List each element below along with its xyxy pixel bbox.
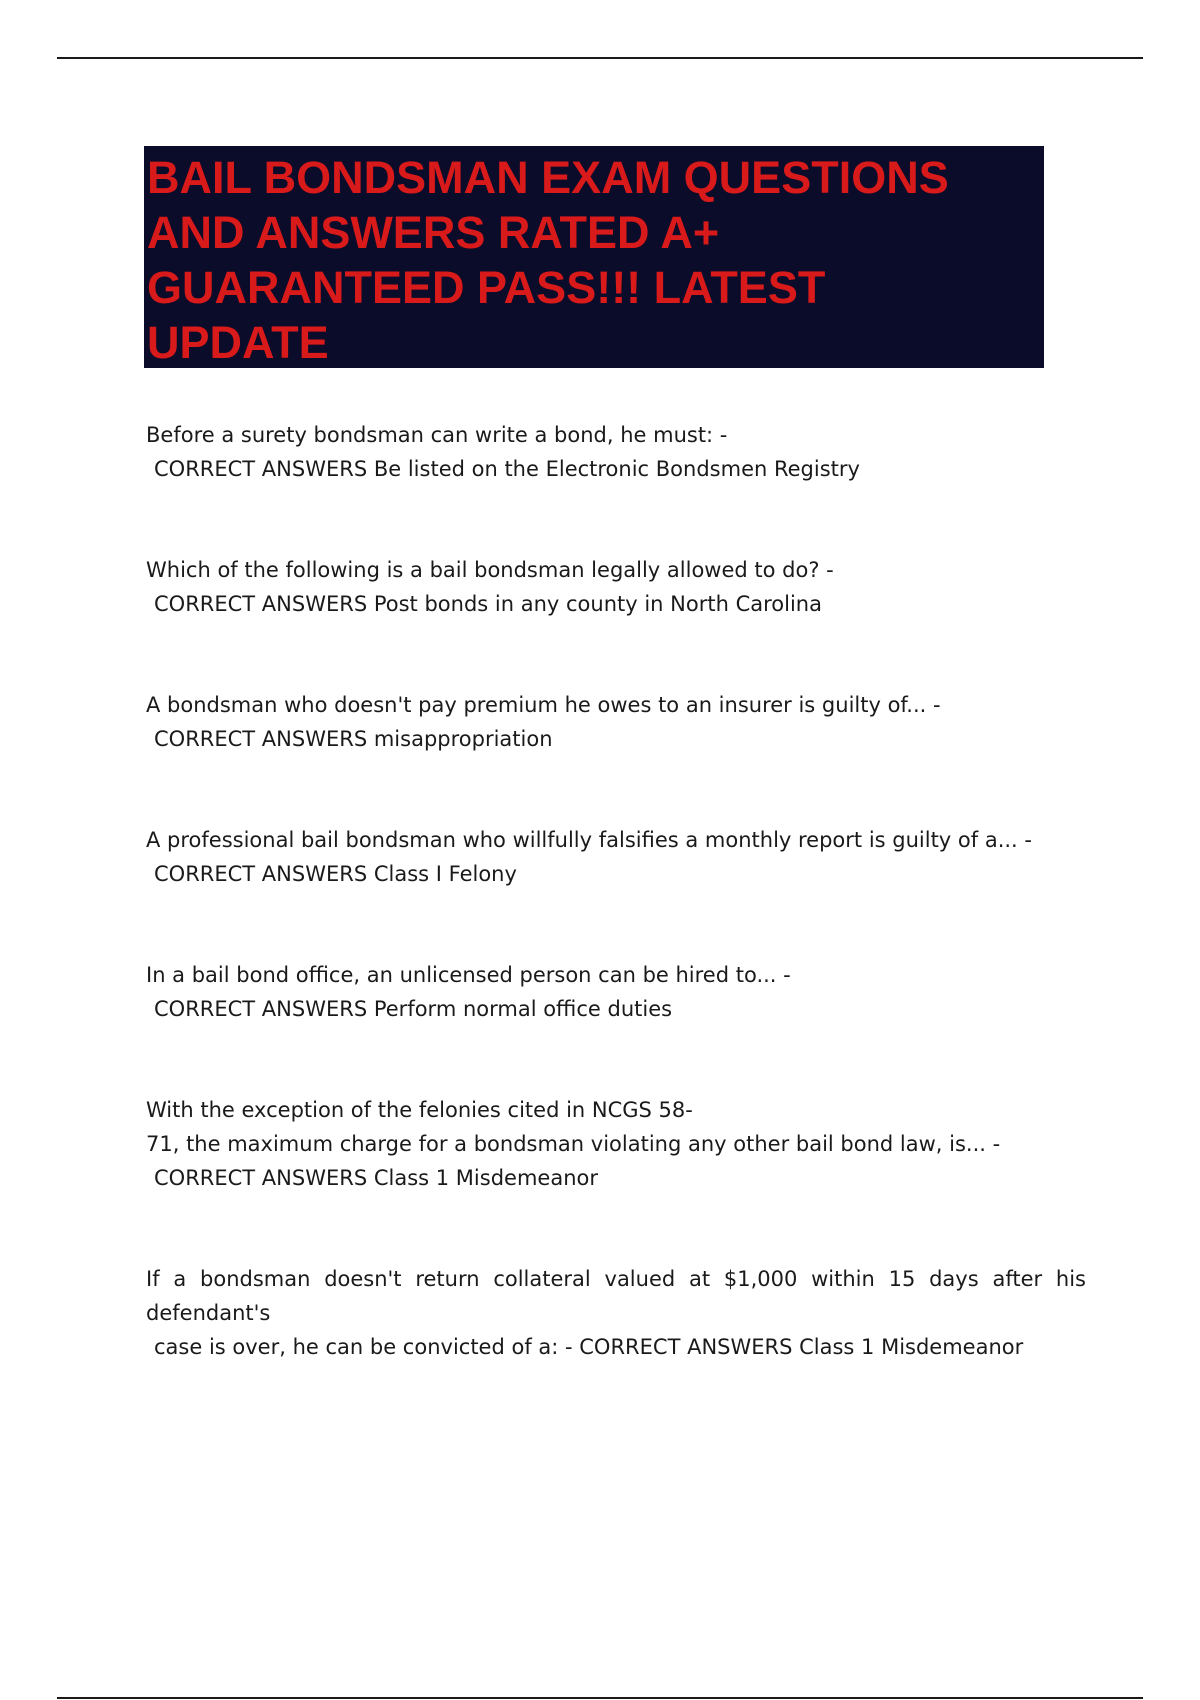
title-line-3: GUARANTEED PASS!!! LATEST: [147, 262, 826, 313]
question-text-line-2: 71, the maximum charge for a bondsman violating any other bail bond law, is... -: [146, 1132, 1001, 1156]
answer-text: CORRECT ANSWERS Be listed on the Electronic Bondsmen Registry: [154, 457, 860, 481]
question-text: A bondsman who doesn't pay premium he owes to an insurer is guilty of... -: [146, 693, 941, 717]
qa-item-3: [146, 688, 1096, 756]
qa-item-1: [146, 418, 1096, 486]
qa-item-2: [146, 553, 1096, 621]
title-line-1: BAIL BONDSMAN EXAM QUESTIONS: [147, 152, 949, 203]
qa-item-7: [146, 1262, 1096, 1364]
answer-text: CORRECT ANSWERS Class 1 Misdemeanor: [154, 1166, 598, 1190]
answer-text: CORRECT ANSWERS Post bonds in any county in North Carolina: [154, 592, 822, 616]
question-text: Which of the following is a bail bondsman legally allowed to do? -: [146, 558, 834, 582]
question-text: A professional bail bondsman who willfully falsifies a monthly report is guilty of a... -: [146, 828, 1032, 852]
question-text: Before a surety bondsman can write a bond, he must: -: [146, 423, 728, 447]
question-answer-line-2: case is over, he can be convicted of a: - CORRECT ANSWERS Class 1 Misdemeanor: [154, 1335, 1024, 1359]
qa-item-4: [146, 823, 1096, 891]
answer-text: CORRECT ANSWERS Perform normal office duties: [154, 997, 673, 1021]
title-banner: [144, 146, 1044, 368]
title-line-2: AND ANSWERS RATED A+: [147, 207, 720, 258]
qa-item-6: [146, 1093, 1096, 1195]
bottom-divider: [57, 1697, 1143, 1699]
top-divider: [57, 57, 1143, 59]
question-text-line-1: If a bondsman doesn't return collateral valued at $1,000 within 15 days after his defendant's: [146, 1267, 1086, 1325]
question-text-line-1: With the exception of the felonies cited in NCGS 58-: [146, 1098, 693, 1122]
qa-list: [146, 418, 1096, 1364]
document-title: [147, 150, 1038, 370]
title-line-4: UPDATE: [147, 317, 329, 368]
question-text: In a bail bond office, an unlicensed person can be hired to... -: [146, 963, 791, 987]
answer-text: CORRECT ANSWERS misappropriation: [154, 727, 553, 751]
answer-text: CORRECT ANSWERS Class I Felony: [154, 862, 517, 886]
qa-item-5: [146, 958, 1096, 1026]
